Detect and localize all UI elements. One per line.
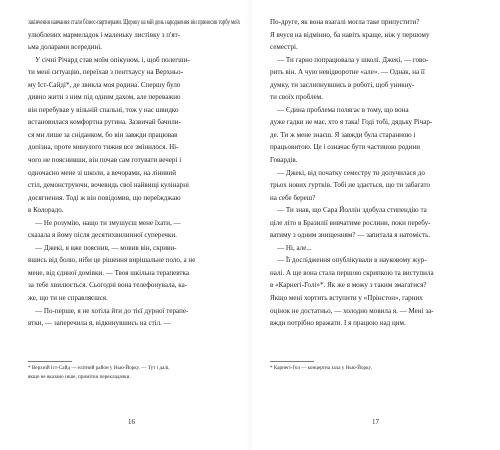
text-line: трьох нових гуртків. Тобі не здається, що ти забагато [270,181,431,190]
text-line: працьовитою. Це і означає бути частиною родини [270,143,421,152]
text-line: вжди потрібно вражати. І я працюю над цим. [270,319,406,328]
text-line: — Джекі, від початку семестру ти долучилася до [270,168,425,177]
book-gutter [246,0,254,450]
text-line: семестрі. [270,43,298,52]
text-line: — Її дослідження опублікували в науковому жур- [270,256,427,265]
text-line: мене, від єдиної домівки. — Твоя шкільна терапевтка [28,268,189,277]
text-line: в «Карнегі-Голі»*. Як же я можу з таким змагатися? [270,281,427,290]
footnote-line: * Карнегі-Гол — концертна зала у Нью-Йорку. [270,365,372,371]
text-line: Я вчуся на відмінно, ба навіть краще, ніж у першому [270,30,430,39]
text-line: — Ти гарно попрацювала у школі. Джекі, — гово- [270,55,429,64]
text-line: він перебував у вільній спальні, тож у нас швидко [28,105,179,114]
text-line: дуже гадки не має, хто я така! Годі тобі, дядьку Річар- [270,118,433,127]
text-line: — Не розумію, нащо ти змушуєш мене їхати, — [28,218,181,227]
right-page [270,16,484,330]
text-line: стіл, демонструючи, вочевидь свої найвищі кулінарні [28,181,189,190]
text-line: на себе береш? [270,193,316,202]
text-line: ватиму з одним знищенням? — запитала я натомість. [270,231,431,240]
text-line: ьма доларами всередині. [28,43,103,52]
text-line: — Єдина проблема полягає в тому, що вона [270,105,409,114]
text-line: закінчення навчання стали бізнес-партнерами. Щороку на мій день народження він приносив торбу моїх [28,18,241,26]
left-page-number: 16 [128,418,135,426]
text-line: думку, ти заслипнувшись в роботі, щоб уникну- [270,80,415,89]
text-line: в Колорадо. [28,206,64,215]
left-page-body [28,16,240,330]
text-line: втки, — заперечила я, відкинувшись на стіл. — [28,319,171,328]
text-line: вшись від болю, ніби це рішення вирішальне поло, а не [28,256,196,265]
right-footnote-rule [270,361,314,362]
text-line: — Джекі, я вже пояснив, — мовив він, скриви- [28,243,177,252]
text-line: По-друге, як вона взагалі могла таке припустити? [270,18,420,26]
footnote-line: * Верхній Іст-Сайд — елітний район у Нью-Йорку. — Тут і далі, [28,365,170,371]
text-line: улюблених мармеладок і маленьку листівку з п'ят- [28,30,181,39]
text-line: оцінок не достатньо, — холодно мовила я. — Мені за- [270,306,434,315]
right-page-body [270,16,484,330]
left-footnote-rule [28,361,72,362]
text-line: Говардів. [270,156,298,165]
text-line: — Ні, але... [270,243,312,252]
text-line: налі. А ще вона стала першою скрипкою та виступила [270,268,434,277]
text-line: — Ти знав, що Сара Йоллін здобула стипендію та [270,206,427,215]
text-line: ти мені ситуацію, переїхав з пентхаусу на Верхньо- [28,68,184,77]
text-line: У січні Річард став моїм опікуном, і, щоб полегши- [28,55,190,64]
footnote-line: якщо не вказано інше, примітки перекладачки. [28,374,131,381]
text-line: досягнення. Тоді ж він повідомив, що переїжджаю [28,193,181,202]
text-line: же, що ти не справляєшся. [28,294,108,303]
left-page [28,16,240,330]
text-line: сказала я йому після десятихвилинної суперечки. [28,231,177,240]
text-line: — По-перше, я не хотіла йти до тієї дурної терапе- [28,306,189,315]
text-line: одночасно мене зі школи, а вечорами, на лінивий [28,168,176,177]
text-line: ти своїх проблем. [270,93,324,102]
text-line: де. Ти ж мене знаєш. Я завжди була старанною і [270,130,416,139]
text-line: му Іст-Сайді*, де звикла моя родина. Спершу було [28,80,181,89]
text-line: дивно жити з ним під одним дахом, але переважно [28,93,181,102]
text-line: чого не пояснивши, він почав сам готувати вечері і [28,156,182,165]
text-line: встановилася комфортна рутина. Зазвичай бачили- [28,118,181,127]
text-line: Якщо мені хортить вступити у «Прінстон», гарних [270,294,423,303]
right-footnote [270,364,484,373]
text-line: рить він. А чую невідворотне «але». — Однак, на її [270,68,425,77]
text-line: за тебе хвилюється. Сьогодні вона телефонувала, ка- [28,281,188,290]
left-footnote [28,364,242,382]
text-line: ся ми лише за сніданком, бо він завжди працював [28,130,178,139]
right-page-number: 17 [372,418,379,426]
text-line: ціле літо в Бразилії вивчатиме рослини, поки перебу- [270,218,431,227]
text-line: допізна, проте минулого тижня все змінилося. Ні- [28,143,179,152]
